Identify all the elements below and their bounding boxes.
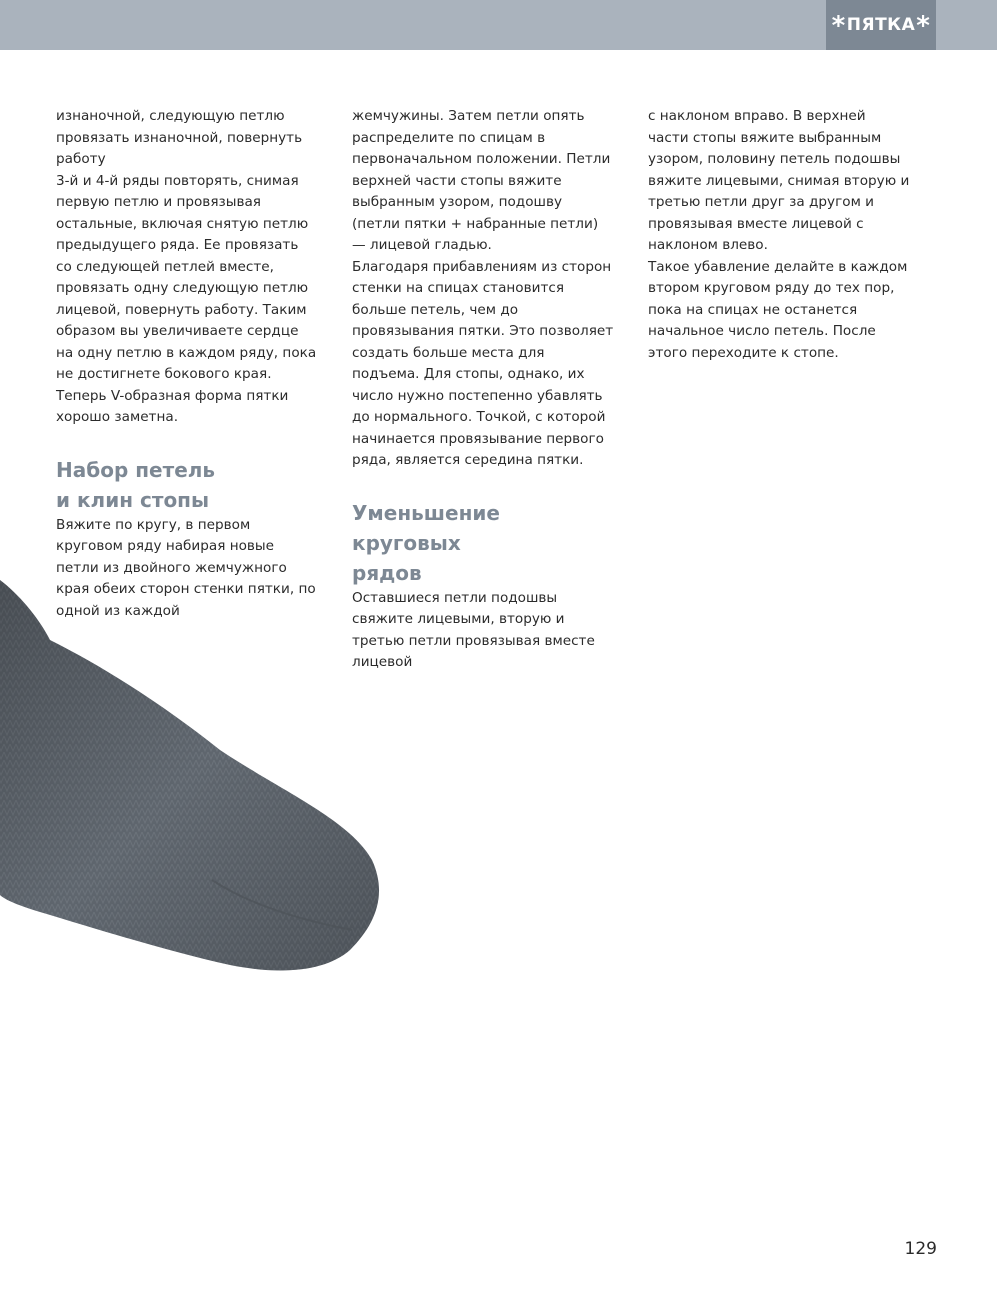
paragraph: жемчужины. Затем петли опять распределите по спицам в первоначальном положении. Петли верхней части стопы вяжите выбранным узором, подошву (петли пятки + набранные петли) — лицевой гладью. <box>352 108 611 253</box>
paragraph: изнаночной, следующую петлю провязать изнаночной, повернуть работу <box>56 108 303 167</box>
paragraph: Благодаря прибавлениям из сторон стенки на спицах становится больше петель, чем до провязывания пятки. Это позволяет создать больше места для подъема. Для стопы, однако, их число нужно постепенно убавлять до нормального. Точкой, с которой начинается провязывание первого ряда, является середина пятки. <box>352 258 614 468</box>
text-column-3 <box>648 106 910 364</box>
section-heading <box>352 498 614 588</box>
star-icon: * <box>831 11 846 41</box>
heading-line: и клин стопы <box>56 487 210 512</box>
paragraph: с наклоном вправо. В верхней части стопы вяжите выбранным узором, половину петель подошвы вяжите лицевыми, снимая вторую и третью петли друг за другом и провязывая вместе лицевой с наклоном влево. <box>648 108 910 253</box>
paragraph: Оставшиеся петли подошвы свяжите лицевыми, вторую и третью петли провязывая вместе лицевой <box>352 589 595 670</box>
star-icon: * <box>916 11 931 41</box>
section-tab <box>826 0 936 50</box>
heading-line: Набор петель <box>56 457 216 482</box>
page-number: 129 <box>904 1239 937 1259</box>
section-heading <box>56 455 318 515</box>
heading-line: рядов <box>352 560 422 585</box>
paragraph: 3-й и 4-й ряды повторять, снимая первую петлю и провязывая остальные, включая снятую петлю предыдущего ряда. Ее провязать со следующей петлей вместе, провязать одну следующую петлю лицевой, повернуть работу. Таким образом вы увеличиваете сердце на одну петлю в каждом ряду, пока не достигнете бокового края. Теперь V-образная форма пятки хорошо заметна. <box>56 172 317 425</box>
paragraph: Такое убавление делайте в каждом втором круговом ряду до тех пор, пока на спицах не останется начальное число петель. После этого переходите к стопе. <box>648 258 908 361</box>
heading-line: Уменьшение круговых <box>352 500 500 555</box>
text-column-1 <box>56 106 318 622</box>
text-column-2 <box>352 106 614 674</box>
paragraph: Вяжите по кругу, в первом круговом ряду набирая новые петли из двойного жемчужного края обеих сторон стенки пятки, по одной из каждой <box>56 516 316 619</box>
section-label: ПЯТКА <box>846 15 916 35</box>
